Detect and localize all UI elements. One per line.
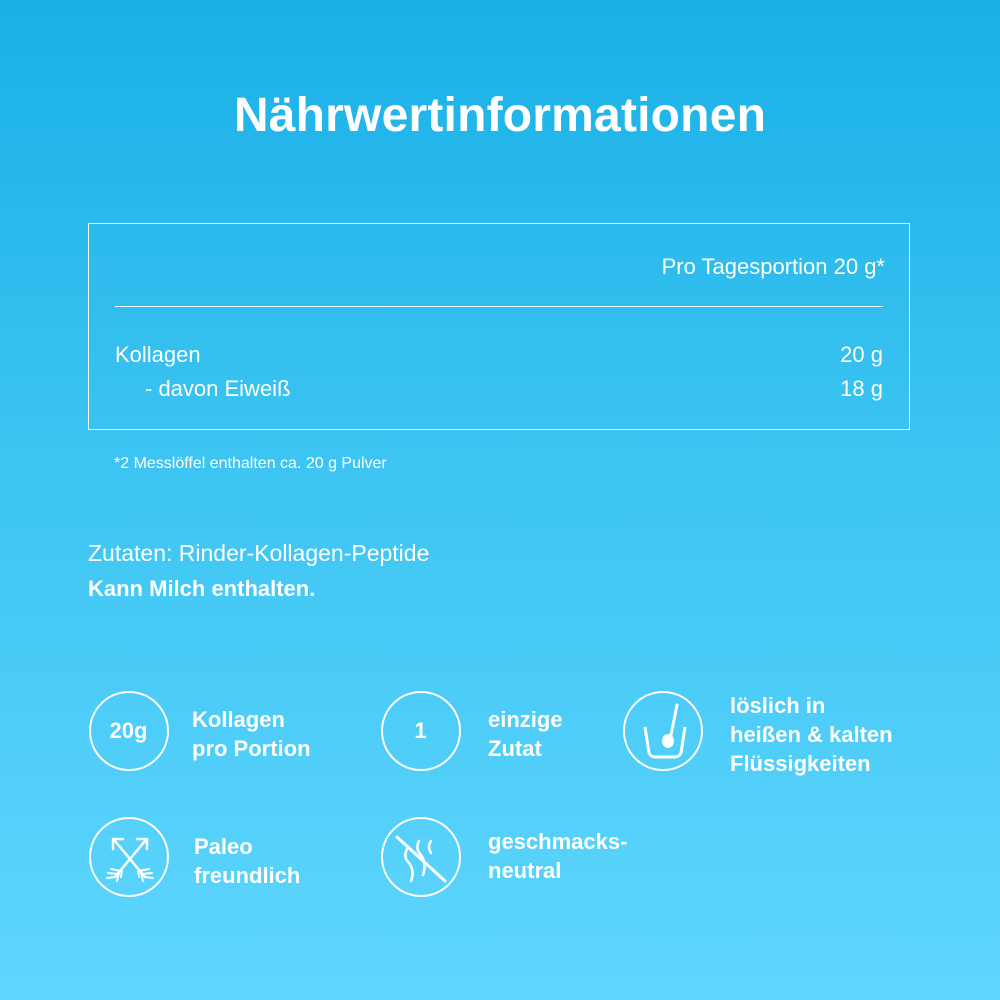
feature-single-ingredient bbox=[381, 691, 601, 781]
feature-text bbox=[488, 705, 563, 763]
crossed-arrows-icon bbox=[89, 817, 169, 897]
feature-line: neutral bbox=[488, 858, 562, 883]
row-value: 20 g bbox=[840, 342, 883, 367]
feature-paleo bbox=[89, 817, 349, 907]
feature-text bbox=[194, 832, 300, 890]
feature-line: löslich in bbox=[730, 693, 826, 718]
feature-line: geschmacks- bbox=[488, 829, 628, 854]
table-divider bbox=[115, 306, 883, 307]
cup-spoon-icon bbox=[623, 691, 703, 771]
feature-tasteless bbox=[381, 817, 661, 907]
feature-line: heißen & kalten bbox=[730, 722, 893, 747]
feature-line: freundlich bbox=[194, 863, 301, 888]
row-label: Kollagen bbox=[115, 342, 201, 367]
feature-line: pro Portion bbox=[192, 736, 311, 761]
feature-line: Zutat bbox=[488, 736, 542, 761]
nutrition-table bbox=[88, 223, 910, 430]
page-title: Nährwertinformationen bbox=[233, 89, 767, 142]
badge-20g-icon bbox=[89, 691, 169, 771]
feature-line: einzige bbox=[488, 707, 563, 732]
feature-text bbox=[192, 705, 311, 763]
feature-text bbox=[730, 691, 893, 778]
feature-collagen-per-portion bbox=[89, 691, 349, 781]
feature-soluble bbox=[623, 691, 923, 786]
no-taste-icon bbox=[381, 817, 461, 897]
footnote: *2 Messlöffel enthalten ca. 20 g Pulver bbox=[114, 455, 387, 472]
row-label: - davon Eiweiß bbox=[145, 376, 291, 401]
badge-1-icon bbox=[381, 691, 461, 771]
badge-text: 1 bbox=[414, 718, 427, 743]
allergen-notice: Kann Milch enthalten. bbox=[88, 576, 316, 601]
badge-text: 20g bbox=[109, 718, 148, 743]
feature-text bbox=[488, 827, 627, 885]
row-value: 18 g bbox=[840, 376, 883, 401]
feature-line: Flüssigkeiten bbox=[730, 751, 871, 776]
feature-line: Kollagen bbox=[192, 707, 285, 732]
ingredients: Zutaten: Rinder-Kollagen-Peptide bbox=[88, 540, 430, 566]
table-header: Pro Tagesportion 20 g* bbox=[661, 254, 885, 279]
feature-line: Paleo bbox=[194, 834, 253, 859]
